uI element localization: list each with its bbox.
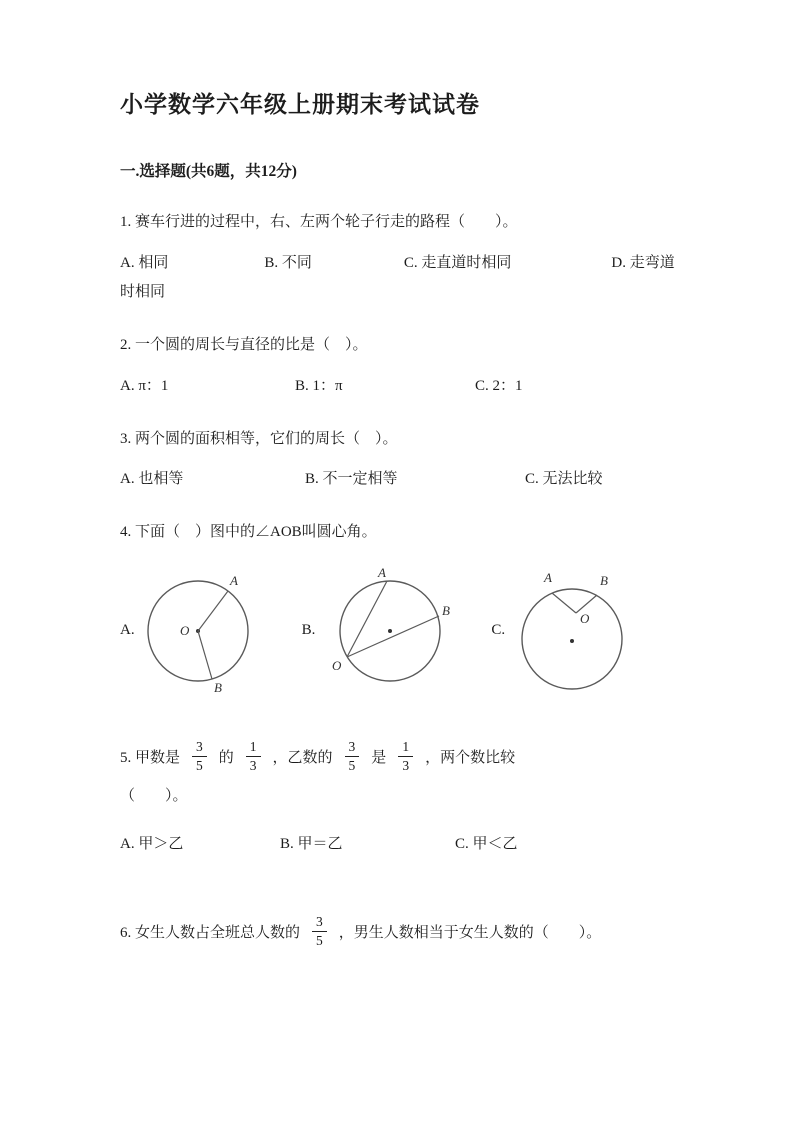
center-dot bbox=[388, 629, 392, 633]
stem-text: ，男生人数相当于女生人数的（ ）。 bbox=[338, 925, 602, 941]
stem-text: 5. 甲数是 bbox=[120, 750, 181, 766]
fraction-denominator: 5 bbox=[196, 758, 203, 774]
fraction-numerator: 1 bbox=[398, 739, 413, 757]
option-b: B. 不一定相等 bbox=[305, 470, 398, 487]
question-2 bbox=[120, 332, 680, 399]
point-a-label: A bbox=[229, 573, 238, 588]
option-b: B. 不同 bbox=[264, 255, 312, 272]
question-4-stem: 4. 下面（ ）图中的∠AOB叫圆心角。 bbox=[120, 523, 377, 540]
option-a: A. 甲＞乙 bbox=[120, 836, 184, 852]
question-5 bbox=[120, 739, 680, 858]
figure-a-label: A. bbox=[120, 621, 135, 638]
stem-text: 6. 女生人数占全班总人数的 bbox=[120, 925, 301, 941]
chord-ob bbox=[347, 616, 439, 657]
question-1-options bbox=[120, 249, 676, 306]
point-o-label: O bbox=[332, 658, 342, 673]
stem-text: 的 bbox=[218, 750, 234, 766]
option-c: C. 2：1 bbox=[475, 377, 523, 394]
spacer bbox=[511, 266, 611, 267]
stem-text: 是 bbox=[371, 750, 387, 766]
radius-oa bbox=[198, 591, 228, 631]
fraction-denominator: 5 bbox=[316, 933, 323, 949]
question-3-stem: 3. 两个圆的面积相等，它们的周长（ ）。 bbox=[120, 430, 398, 447]
question-5-options bbox=[120, 831, 680, 858]
page-title: 小学数学六年级上册期末考试试卷 bbox=[120, 92, 480, 117]
fraction bbox=[192, 739, 207, 774]
option-a: A. 也相等 bbox=[120, 470, 184, 487]
stem-text: ，乙数的 bbox=[272, 750, 333, 766]
circle-figure-b bbox=[320, 567, 455, 693]
center-dot bbox=[570, 639, 574, 643]
fraction-numerator: 3 bbox=[312, 914, 327, 932]
chord-oa bbox=[347, 581, 387, 657]
figure-c-group bbox=[491, 565, 635, 695]
fraction-denominator: 5 bbox=[348, 758, 356, 774]
question-2-stem: 2. 一个圆的周长与直径的比是（ ）。 bbox=[120, 337, 368, 354]
point-o-label: O bbox=[179, 623, 189, 638]
question-5-stem-line2: （ ）。 bbox=[120, 788, 188, 804]
figure-b-label: B. bbox=[301, 621, 316, 638]
question-2-options bbox=[120, 373, 680, 400]
circle-figure-c bbox=[510, 565, 635, 695]
point-b-label: B bbox=[213, 680, 222, 695]
option-c: C. 无法比较 bbox=[525, 470, 603, 487]
fraction-denominator: 3 bbox=[402, 758, 410, 774]
fraction-numerator: 1 bbox=[246, 739, 261, 757]
fraction-numerator: 3 bbox=[345, 739, 360, 757]
segment-ao bbox=[552, 593, 576, 613]
option-a: A. π：1 bbox=[120, 377, 169, 394]
figure-b-group bbox=[302, 567, 456, 693]
stem-text: ，两个数比较 bbox=[425, 750, 516, 766]
option-a: A. 相同 bbox=[120, 255, 169, 272]
question-1 bbox=[120, 209, 680, 306]
figure-c-label: C. bbox=[491, 621, 506, 638]
point-a-label: A bbox=[544, 570, 553, 585]
question-3-options bbox=[120, 466, 680, 493]
point-a-label: A bbox=[378, 567, 387, 580]
fraction bbox=[398, 739, 413, 774]
question-5-stem bbox=[120, 739, 680, 778]
question-4 bbox=[120, 519, 680, 695]
option-d: D. 走弯道时相同 bbox=[120, 255, 675, 300]
option-c: C. 走直道时相同 bbox=[403, 255, 512, 272]
fraction-numerator: 3 bbox=[192, 739, 207, 757]
question-4-figures bbox=[120, 565, 680, 695]
question-6-stem bbox=[120, 914, 680, 953]
question-3 bbox=[120, 426, 680, 493]
question-1-stem: 1. 赛车行进的过程中，右、左两个轮子行走的路程（ ）。 bbox=[120, 214, 518, 230]
spacer bbox=[312, 266, 404, 267]
option-b: B. 甲＝乙 bbox=[280, 836, 343, 852]
circle-figure-a bbox=[140, 565, 262, 695]
fraction bbox=[345, 739, 360, 774]
section-header: 一.选择题(共6题，共12分) bbox=[120, 163, 297, 180]
point-b-label: B bbox=[442, 603, 451, 618]
point-o-label: O bbox=[580, 611, 590, 626]
point-b-label: B bbox=[600, 573, 609, 588]
fraction-denominator: 3 bbox=[249, 758, 257, 774]
option-b: B. 1：π bbox=[295, 377, 343, 394]
option-c: C. 甲＜乙 bbox=[455, 836, 518, 852]
radius-ob bbox=[198, 631, 212, 679]
fraction bbox=[246, 739, 261, 774]
question-6 bbox=[120, 914, 680, 953]
fraction bbox=[312, 914, 327, 949]
figure-a-group bbox=[120, 565, 262, 695]
spacer bbox=[168, 266, 264, 267]
